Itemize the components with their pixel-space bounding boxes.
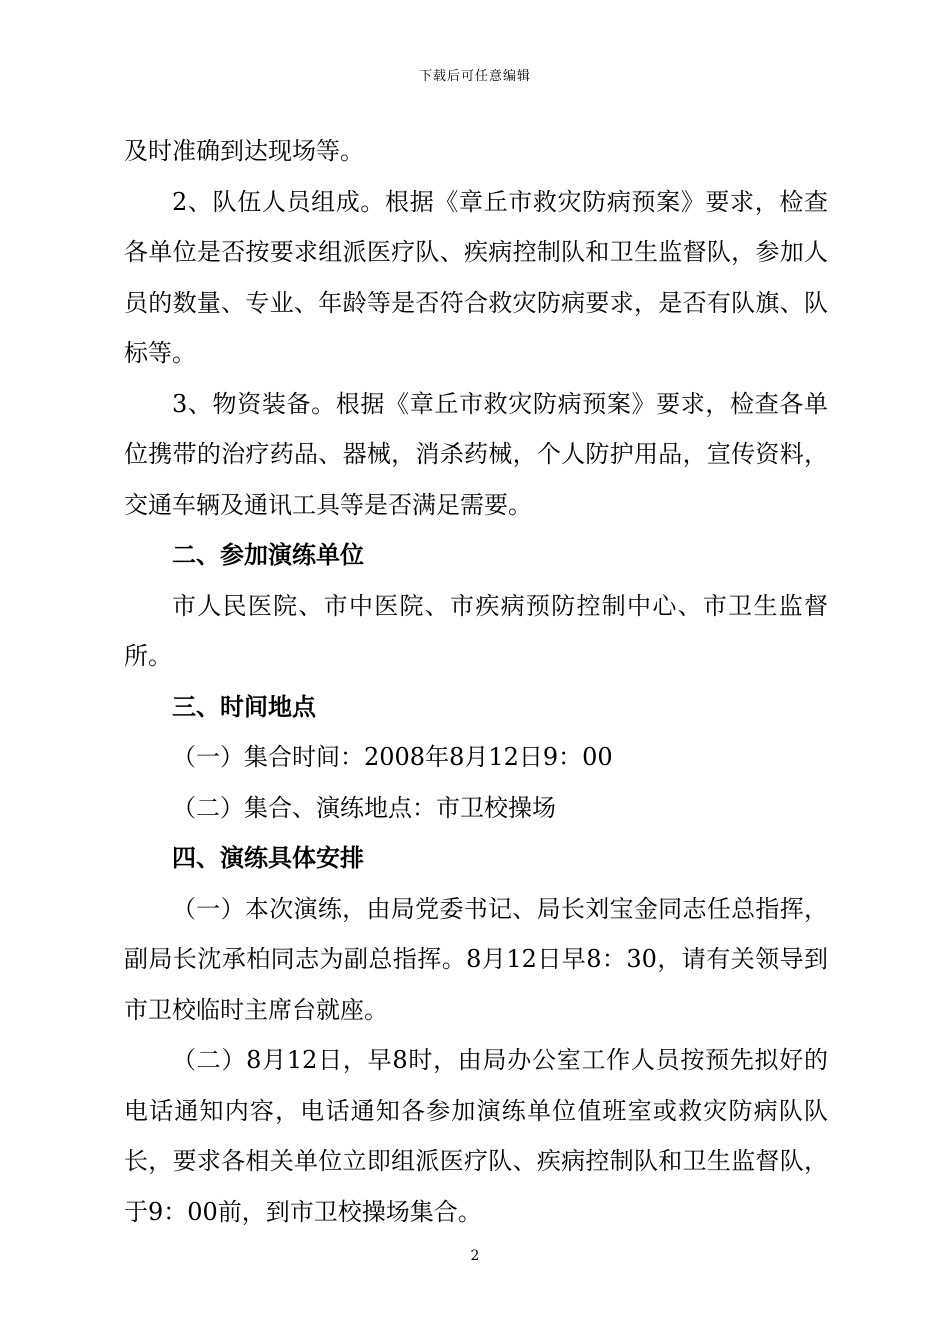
paragraph: （一）集合时间：2008年8月12日9：00 (172, 743, 613, 771)
paragraph: 2、队伍人员组成。根据《章丘市救灾防病预案》要求，检查各单位是否按要求组派医疗队、疾病控制队和卫生监督队，参加人员的数量、专业、年龄等是否符合救灾防病要求，是否有队旗、队标等。 (124, 187, 828, 367)
document-body (124, 126, 828, 1237)
section-heading: 四、演练具体安排 (172, 843, 364, 872)
paragraph: 市人民医院、市中医院、市疾病预防控制中心、市卫生监督所。 (124, 591, 828, 670)
paragraph: 3、物资装备。根据《章丘市救灾防病预案》要求，检查各单位携带的治疗药品、器械，消杀药械，个人防护用品，宣传资料，交通车辆及通讯工具等是否满足需要。 (124, 389, 828, 519)
paragraph: 及时准确到达现场等。 (124, 137, 364, 165)
page-number: 2 (470, 1248, 480, 1264)
header-note: 下载后可任意编辑 (418, 69, 531, 84)
paragraph: （二）8月12日，早8时，由局办公室工作人员按预先拟好的电话通知内容，电话通知各参加演练单位值班室或救灾防病队队长，要求各相关单位立即组派医疗队、疾病控制队和卫生监督队，于9：00前，到市卫校操场集合。 (124, 1046, 828, 1226)
section-heading: 二、参加演练单位 (172, 540, 364, 569)
paragraph: （一）本次演练，由局党委书记、局长刘宝金同志任总指挥，副局长沈承柏同志为副总指挥。8月12日早8：30，请有关领导到市卫校临时主席台就座。 (124, 894, 828, 1024)
section-heading: 三、时间地点 (172, 691, 316, 721)
paragraph: （二）集合、演练地点：市卫校操场 (172, 793, 556, 822)
